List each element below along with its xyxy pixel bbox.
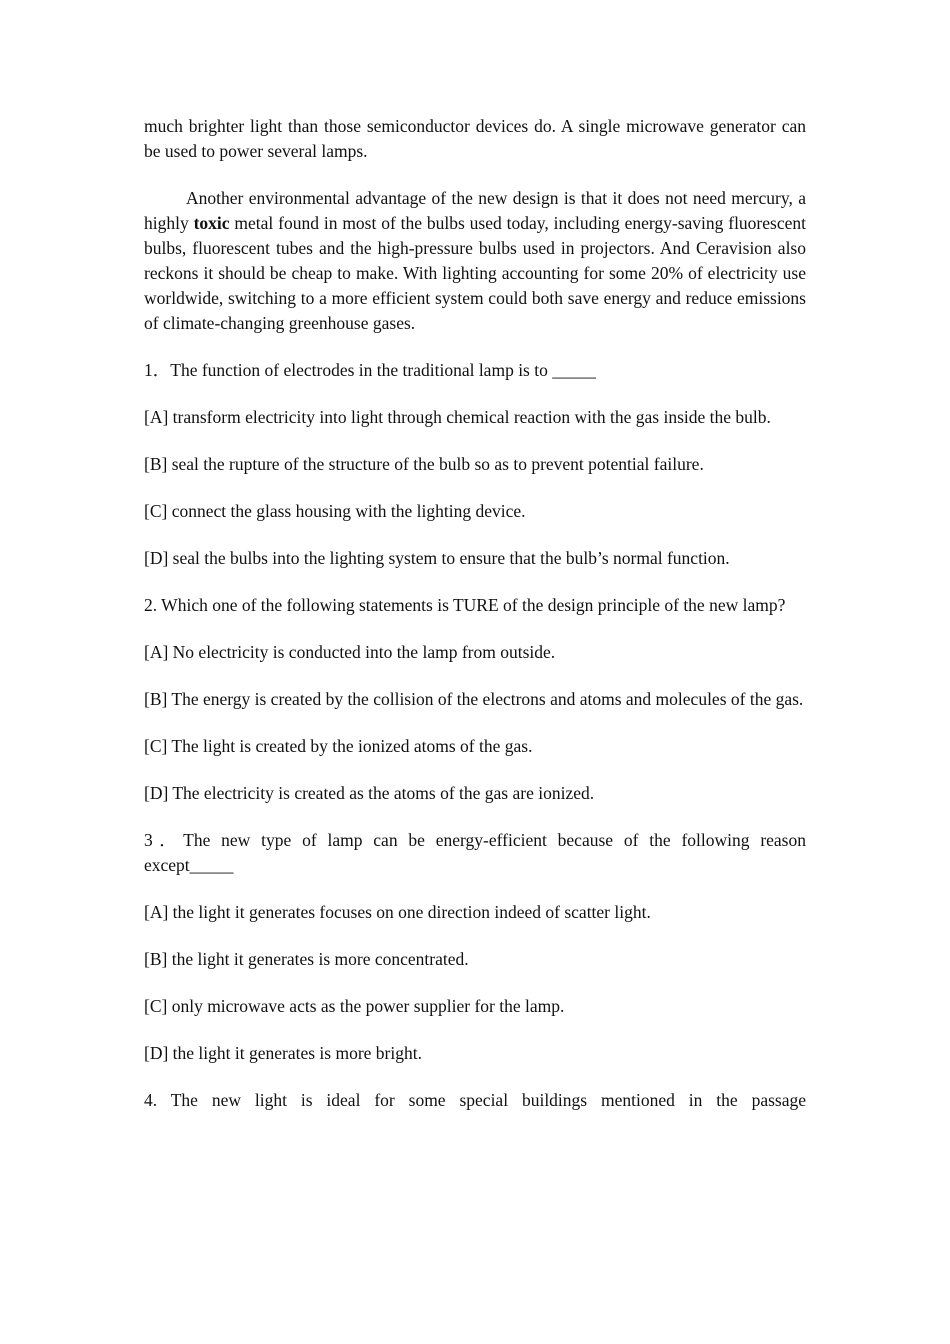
- passage-paragraph-1: much brighter light than those semiconductor devices do. A single microwave generator can be used to power several lamps.: [144, 116, 806, 161]
- question-1-option-c: [C] connect the glass housing with the lighting device.: [144, 501, 526, 521]
- question-2-option-a: [A] No electricity is conducted into the lamp from outside.: [144, 642, 556, 662]
- question-2-stem: 2. Which one of the following statements is TURE of the design principle of the new lamp?: [144, 595, 786, 615]
- question-4-stem: 4. The new light is ideal for some special buildings mentioned in the passage: [144, 1090, 806, 1110]
- question-3-stem: 3．The new type of lamp can be energy-efficient because of the following reason except_____: [144, 830, 806, 875]
- bold-word-toxic: toxic: [193, 213, 230, 233]
- question-2-option-d: [D] The electricity is created as the atoms of the gas are ionized.: [144, 783, 595, 803]
- passage-paragraph-2-text-b: metal found in most of the bulbs used today, including energy-saving fluorescent bulbs, fluorescent tubes and the high-pressure bulbs used in projectors. And Ceravision also reckons it should be cheap to make. With lighting accounting for some 20% of electricity use worldwide, switching to a more efficient system could both save energy and reduce emissions of climate-changing greenhouse gases.: [144, 213, 806, 333]
- question-1-stem: 1．The function of electrodes in the traditional lamp is to _____: [144, 360, 596, 380]
- document-page: [144, 114, 806, 1113]
- question-3-option-b: [B] the light it generates is more concentrated.: [144, 949, 469, 969]
- question-1-option-d: [D] seal the bulbs into the lighting system to ensure that the bulb’s normal function.: [144, 548, 730, 568]
- question-3-option-c: [C] only microwave acts as the power supplier for the lamp.: [144, 996, 565, 1016]
- question-3-option-a: [A] the light it generates focuses on one direction indeed of scatter light.: [144, 902, 651, 922]
- passage-paragraph-2-text-a: Another environmental advantage of the new design is that it does not need mercury, a highly: [144, 188, 806, 233]
- question-1-option-b: [B] seal the rupture of the structure of the bulb so as to prevent potential failure.: [144, 454, 704, 474]
- question-2-option-c: [C] The light is created by the ionized atoms of the gas.: [144, 736, 533, 756]
- passage-paragraph-2: [144, 186, 806, 336]
- question-3-option-d: [D] the light it generates is more bright.: [144, 1043, 422, 1063]
- question-1-option-a: [A] transform electricity into light through chemical reaction with the gas inside the bulb.: [144, 407, 771, 427]
- question-2-option-b: [B] The energy is created by the collision of the electrons and atoms and molecules of the gas.: [144, 689, 804, 709]
